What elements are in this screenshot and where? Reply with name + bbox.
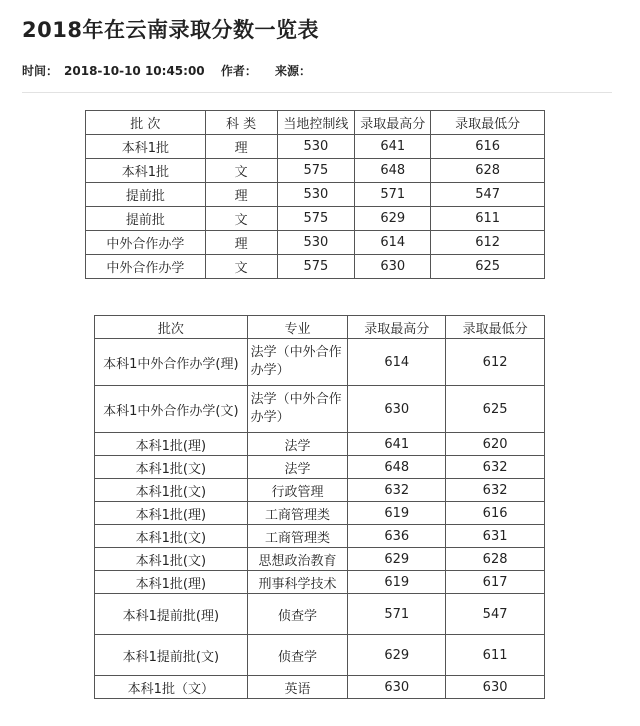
table-row — [95, 339, 545, 386]
control-line-cell: 530 — [277, 183, 355, 207]
control-line-cell: 575 — [277, 207, 355, 231]
batch-cell: 本科1中外合作办学(文) — [95, 386, 248, 433]
batch-cell: 本科1批(理) — [95, 502, 248, 525]
table-row — [86, 183, 545, 207]
table-row — [95, 502, 545, 525]
max-score-cell: 629 — [348, 635, 446, 676]
max-score-cell: 629 — [348, 548, 446, 571]
table-row — [86, 255, 545, 279]
batch-cell: 本科1批(理) — [95, 433, 248, 456]
category-cell: 文 — [205, 207, 277, 231]
table-row — [95, 479, 545, 502]
max-score-cell: 632 — [348, 479, 446, 502]
min-score-cell: 611 — [431, 207, 545, 231]
max-score-cell: 641 — [348, 433, 446, 456]
batch-cell: 本科1批 — [86, 135, 206, 159]
batch-cell: 中外合作办学 — [86, 231, 206, 255]
min-score-cell: 612 — [431, 231, 545, 255]
batch-cell: 本科1批(文) — [95, 548, 248, 571]
min-score-cell: 632 — [446, 479, 545, 502]
major-cell: 侦查学 — [247, 635, 348, 676]
major-cell: 英语 — [247, 676, 348, 699]
table-row — [95, 571, 545, 594]
max-score-cell: 571 — [348, 594, 446, 635]
batch-cell: 本科1中外合作办学(理) — [95, 339, 248, 386]
min-score-cell: 630 — [446, 676, 545, 699]
batch-cell: 提前批 — [86, 207, 206, 231]
control-line-table — [85, 110, 545, 279]
article-meta — [22, 62, 317, 79]
major-cell: 工商管理类 — [247, 502, 348, 525]
min-score-cell: 628 — [446, 548, 545, 571]
batch-cell: 本科1提前批(理) — [95, 594, 248, 635]
max-score-cell: 648 — [355, 159, 431, 183]
max-score-cell: 619 — [348, 502, 446, 525]
major-cell: 法学 — [247, 456, 348, 479]
header-cell: 科 类 — [205, 111, 277, 135]
min-score-cell: 632 — [446, 456, 545, 479]
batch-cell: 本科1批(文) — [95, 479, 248, 502]
header-cell: 录取最高分 — [348, 316, 446, 339]
batch-cell: 本科1批 — [86, 159, 206, 183]
min-score-cell: 616 — [446, 502, 545, 525]
table-row — [95, 525, 545, 548]
category-cell: 理 — [205, 231, 277, 255]
min-score-cell: 620 — [446, 433, 545, 456]
header-cell: 录取最低分 — [446, 316, 545, 339]
header-cell: 专业 — [247, 316, 348, 339]
table-header-row — [95, 316, 545, 339]
min-score-cell: 625 — [431, 255, 545, 279]
max-score-cell: 648 — [348, 456, 446, 479]
max-score-cell: 636 — [348, 525, 446, 548]
page-title: 2018年在云南录取分数一览表 — [22, 18, 319, 42]
time-value: 2018-10-10 10:45:00 — [64, 64, 205, 78]
min-score-cell: 547 — [446, 594, 545, 635]
major-cell: 侦查学 — [247, 594, 348, 635]
header-cell: 录取最高分 — [355, 111, 431, 135]
batch-cell: 本科1批(文) — [95, 456, 248, 479]
min-score-cell: 628 — [431, 159, 545, 183]
header-cell: 录取最低分 — [431, 111, 545, 135]
batch-cell: 本科1批(理) — [95, 571, 248, 594]
table-header-row — [86, 111, 545, 135]
max-score-cell: 630 — [348, 676, 446, 699]
min-score-cell: 625 — [446, 386, 545, 433]
header-cell: 批次 — [95, 316, 248, 339]
min-score-cell: 617 — [446, 571, 545, 594]
major-cell: 刑事科学技术 — [247, 571, 348, 594]
major-score-table — [94, 315, 545, 699]
table-row — [95, 456, 545, 479]
control-line-cell: 575 — [277, 255, 355, 279]
major-cell: 法学（中外合作办学） — [247, 339, 348, 386]
batch-cell: 本科1批（文） — [95, 676, 248, 699]
max-score-cell: 641 — [355, 135, 431, 159]
time-label: 时间： — [22, 64, 59, 78]
category-cell: 理 — [205, 135, 277, 159]
min-score-cell: 616 — [431, 135, 545, 159]
source-label: 来源： — [275, 64, 312, 78]
control-line-cell: 530 — [277, 231, 355, 255]
major-cell: 工商管理类 — [247, 525, 348, 548]
max-score-cell: 619 — [348, 571, 446, 594]
table-row — [86, 207, 545, 231]
major-cell: 思想政治教育 — [247, 548, 348, 571]
control-line-cell: 575 — [277, 159, 355, 183]
max-score-cell: 630 — [348, 386, 446, 433]
max-score-cell: 614 — [355, 231, 431, 255]
min-score-cell: 611 — [446, 635, 545, 676]
batch-cell: 提前批 — [86, 183, 206, 207]
header-cell: 当地控制线 — [277, 111, 355, 135]
divider — [22, 92, 612, 93]
min-score-cell: 612 — [446, 339, 545, 386]
min-score-cell: 547 — [431, 183, 545, 207]
table-row — [95, 676, 545, 699]
major-cell: 行政管理 — [247, 479, 348, 502]
max-score-cell: 614 — [348, 339, 446, 386]
category-cell: 文 — [205, 159, 277, 183]
table-row — [86, 135, 545, 159]
table-row — [95, 594, 545, 635]
table-row — [95, 635, 545, 676]
header-cell: 批 次 — [86, 111, 206, 135]
max-score-cell: 630 — [355, 255, 431, 279]
batch-cell: 本科1提前批(文) — [95, 635, 248, 676]
table-row — [95, 433, 545, 456]
table-row — [95, 548, 545, 571]
control-line-cell: 530 — [277, 135, 355, 159]
major-cell: 法学 — [247, 433, 348, 456]
major-cell: 法学（中外合作办学） — [247, 386, 348, 433]
category-cell: 理 — [205, 183, 277, 207]
table-row — [86, 159, 545, 183]
batch-cell: 本科1批(文) — [95, 525, 248, 548]
max-score-cell: 629 — [355, 207, 431, 231]
category-cell: 文 — [205, 255, 277, 279]
batch-cell: 中外合作办学 — [86, 255, 206, 279]
max-score-cell: 571 — [355, 183, 431, 207]
table-row — [95, 386, 545, 433]
author-label: 作者： — [220, 64, 257, 78]
table-row — [86, 231, 545, 255]
min-score-cell: 631 — [446, 525, 545, 548]
